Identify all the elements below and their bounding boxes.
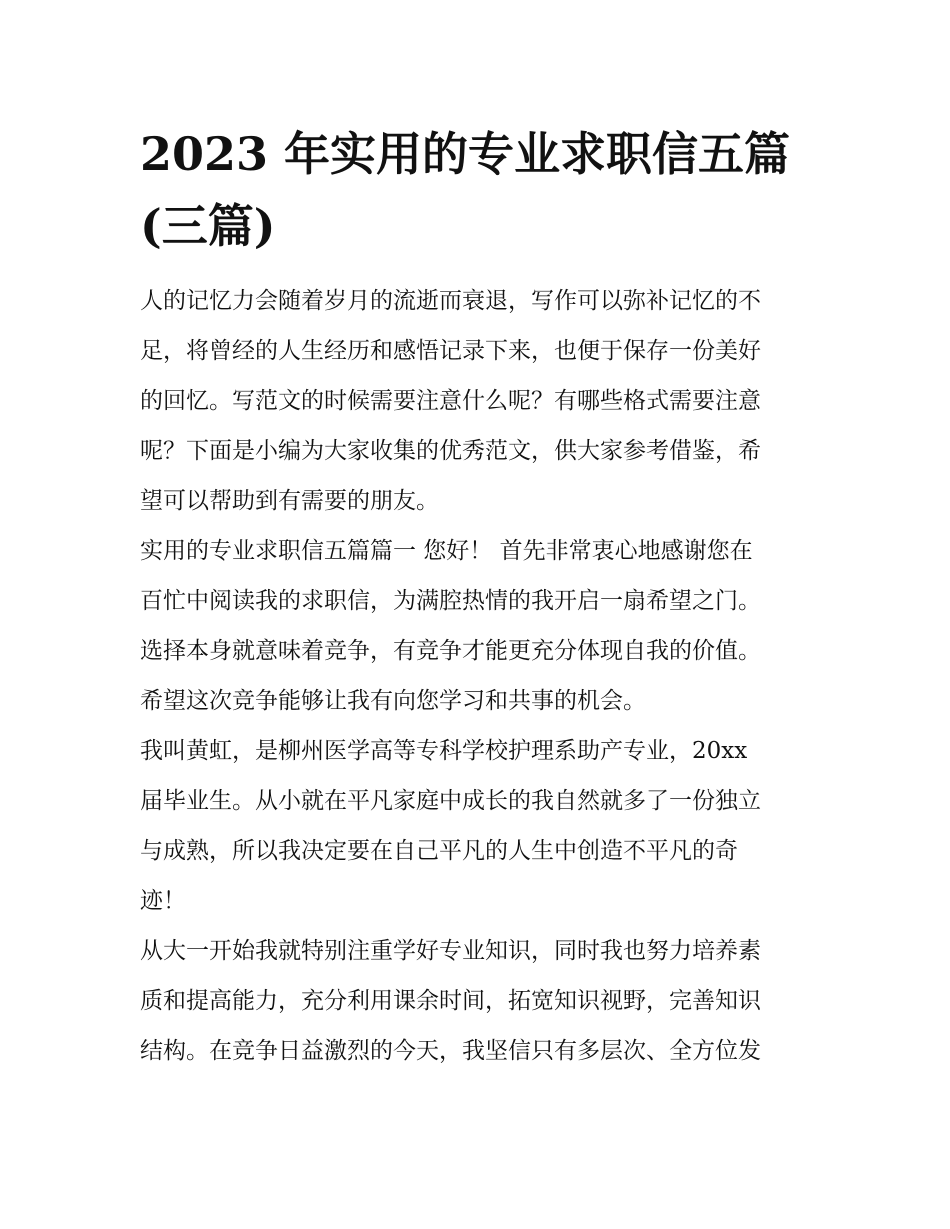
- body-line: 与成熟，所以我决定要在自己平凡的人生中创造不平凡的奇: [140, 838, 738, 864]
- body-line: 望可以帮助到有需要的朋友。: [140, 488, 439, 514]
- body-line: 的回忆。写范文的时候需要注意什么呢？有哪些格式需要注意: [140, 388, 761, 414]
- body-line: 从大一开始我就特别注重学好专业知识，同时我也努力培养素: [140, 938, 761, 964]
- body-line: 结构。在竞争日益激烈的今天，我坚信只有多层次、全方位发: [140, 1038, 761, 1064]
- document-title: [140, 118, 830, 262]
- body-line: 实用的专业求职信五篇篇一 您好！ 首先非常衷心地感谢您在: [140, 538, 753, 564]
- body-line: 希望这次竞争能够让我有向您学习和共事的机会。: [140, 688, 646, 714]
- document-body: [140, 276, 820, 1076]
- body-line: 质和提高能力，充分利用课余时间，拓宽知识视野，完善知识: [140, 988, 761, 1014]
- body-line: 足，将曾经的人生经历和感悟记录下来，也便于保存一份美好: [140, 338, 761, 364]
- title-line: 2023 年实用的专业求职信五篇: [140, 127, 791, 181]
- body-line: 人的记忆力会随着岁月的流逝而衰退，写作可以弥补记忆的不: [140, 288, 761, 314]
- body-line: 届毕业生。从小就在平凡家庭中成长的我自然就多了一份独立: [140, 788, 761, 814]
- body-line: 百忙中阅读我的求职信，为满腔热情的我开启一扇希望之门。: [140, 588, 761, 614]
- title-line: (三篇): [140, 199, 276, 253]
- body-line: 呢？下面是小编为大家收集的优秀范文，供大家参考借鉴，希: [140, 438, 761, 464]
- body-line: 迹！: [140, 888, 186, 914]
- body-line: 选择本身就意味着竞争，有竞争才能更充分体现自我的价值。: [140, 638, 761, 664]
- body-line: 我叫黄虹，是柳州医学高等专科学校护理系助产专业，20xx: [140, 738, 748, 764]
